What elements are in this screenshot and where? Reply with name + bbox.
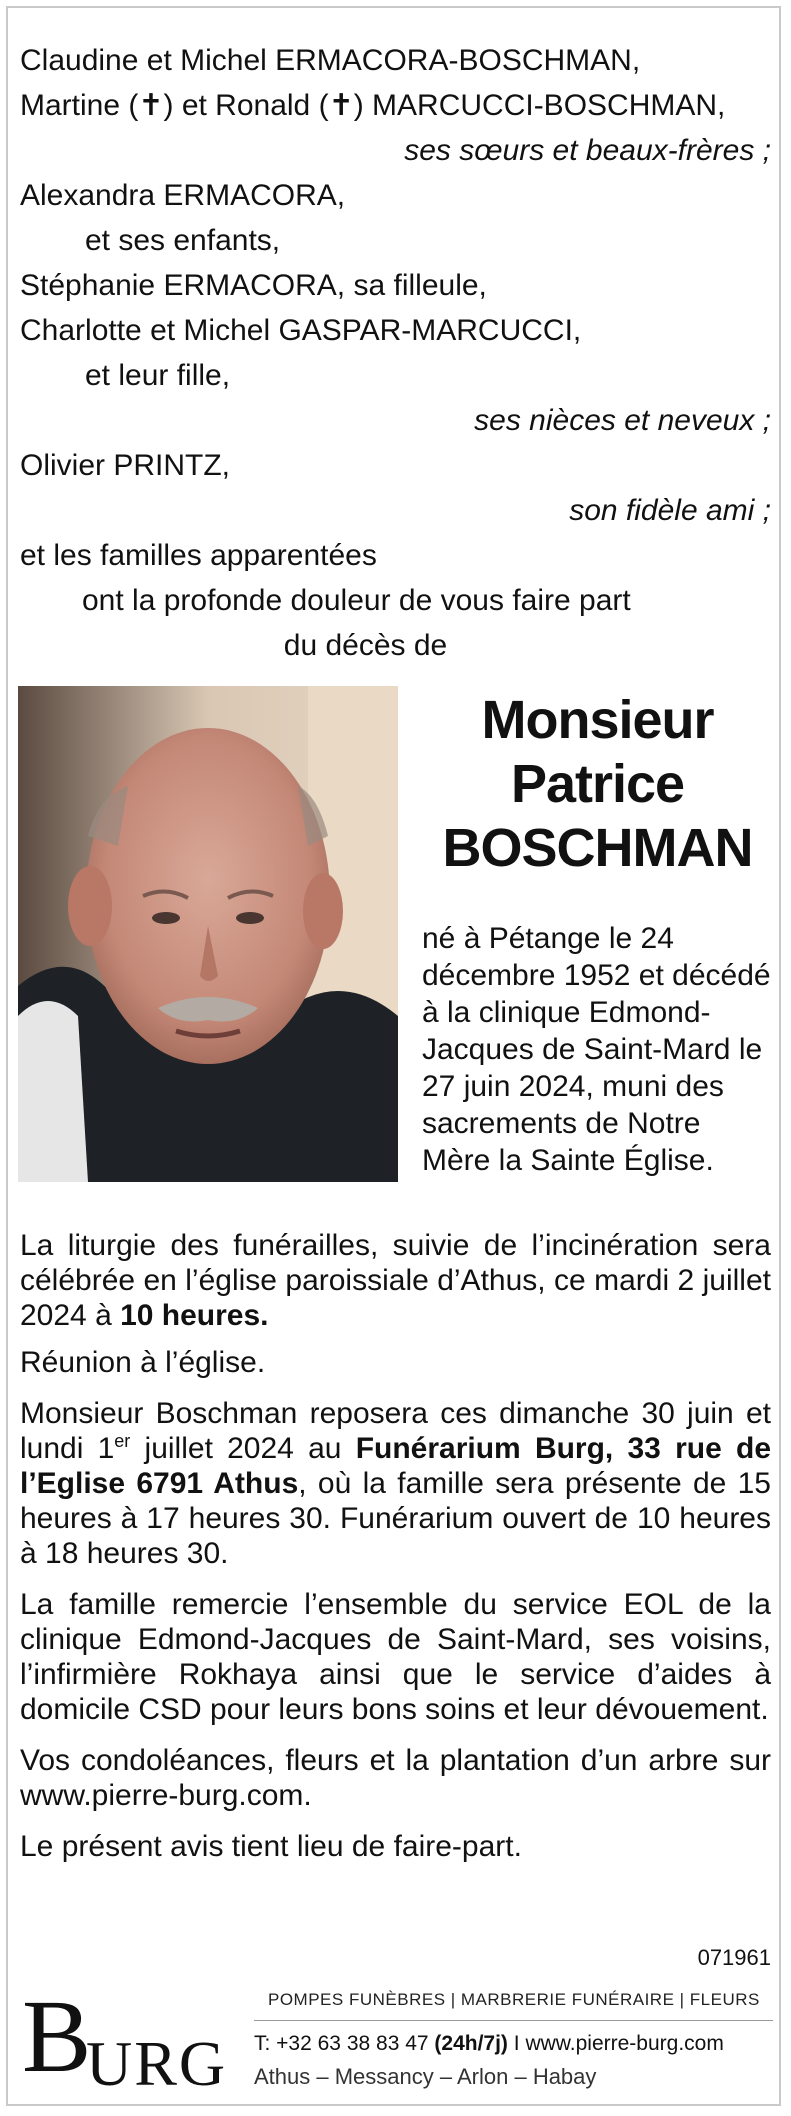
notice-paragraph: Le présent avis tient lieu de faire-part. [20, 1830, 522, 1863]
deceased-portrait [18, 686, 398, 1182]
family-role: son fidèle ami ; [569, 494, 771, 527]
website-link[interactable]: I www.pierre-burg.com [507, 2032, 724, 2055]
family-line: Olivier PRINTZ, [20, 449, 230, 482]
liturgy-paragraph [20, 1228, 771, 1333]
ordinal-suffix: er [114, 1431, 131, 1451]
burg-logo [22, 1979, 232, 2099]
viewing-text-a: Monsieur Boschman reposera ces dimanche 30 juin et lundi 1 [20, 1397, 771, 1465]
announcement-line: du décès de [283, 629, 448, 662]
thanks-paragraph: La famille remercie l’ensemble du service EOL de la clinique Edmond-Jacques de Saint-Mard, ses voisins, l’infirmière Rokhaya ainsi que le service d’aides à domicile CSD pour leurs bons soins et leur dévouement. [20, 1588, 771, 1726]
deceased-bio: né à Pétange le 24 décembre 1952 et décédé à la clinique Edmond-Jacques de Saint-Mard le 27 juin 2024, muni des sacrements de Notre Mère la Sainte Église. [422, 922, 771, 1177]
family-line: Claudine et Michel ERMACORA-BOSCHMAN, [20, 44, 641, 77]
family-line: Charlotte et Michel GASPAR-MARCUCCI, [20, 314, 582, 347]
condolences-paragraph: Vos condoléances, fleurs et la plantation d’un arbre sur www.pierre-burg.com. [20, 1744, 771, 1812]
viewing-text-b: juillet 2024 au [130, 1432, 356, 1465]
funeral-details [20, 1228, 771, 1880]
deceased-name [420, 688, 775, 880]
family-line: et leur fille, [85, 359, 231, 392]
family-line: Stéphanie ERMACORA, sa filleule, [20, 269, 487, 302]
liturgy-time: 10 heures. [120, 1299, 269, 1332]
locations: Athus – Messancy – Arlon – Habay [254, 2064, 597, 2089]
family-role: ses sœurs et beaux-frères ; [404, 134, 771, 167]
notice-code: 071961 [697, 1945, 771, 1970]
name-first: Patrice [510, 754, 685, 814]
phone-number: T: +32 63 38 83 47 [254, 2032, 435, 2055]
family-announcement [20, 38, 771, 668]
footer-divider [254, 2020, 773, 2021]
family-line: Martine (✝) et Ronald (✝) MARCUCCI-BOSCHMAN, [20, 89, 726, 122]
services-list: POMPES FUNÈBRES | MARBRERIE FUNÉRAIRE | FLEURS [268, 1990, 760, 2009]
name-last: BOSCHMAN [442, 818, 753, 878]
logo-letter-b: B [22, 1979, 92, 2094]
family-line: et ses enfants, [85, 224, 281, 257]
logo-letters-urg: URG [86, 2028, 228, 2099]
contact-line [254, 2032, 724, 2056]
funerarium-address: Funérarium Burg, 33 rue de l’Eglise 6791 Athus [20, 1432, 772, 1500]
family-line: et les familles apparentées [20, 539, 377, 572]
phone-hours: (24h/7j) [434, 2032, 508, 2055]
family-role: ses nièces et neveux ; [474, 404, 771, 437]
family-line: Alexandra ERMACORA, [20, 179, 346, 212]
viewing-paragraph [20, 1396, 771, 1571]
liturgy-text: La liturgie des funérailles, suivie de l’incinération sera célébrée en l’église paroissiale d’Athus, ce mardi 2 juillet 2024 à [20, 1229, 771, 1332]
announcement-line: ont la profonde douleur de vous faire part [82, 584, 631, 617]
name-title: Monsieur [481, 690, 714, 750]
funeral-home-footer [18, 1978, 773, 2098]
meeting-paragraph: Réunion à l’église. [20, 1346, 266, 1379]
viewing-text-c: , où la famille sera présente de 15 heures à 17 heures 30. Funérarium ouvert de 10 heures à 18 heures 30. [20, 1467, 771, 1570]
